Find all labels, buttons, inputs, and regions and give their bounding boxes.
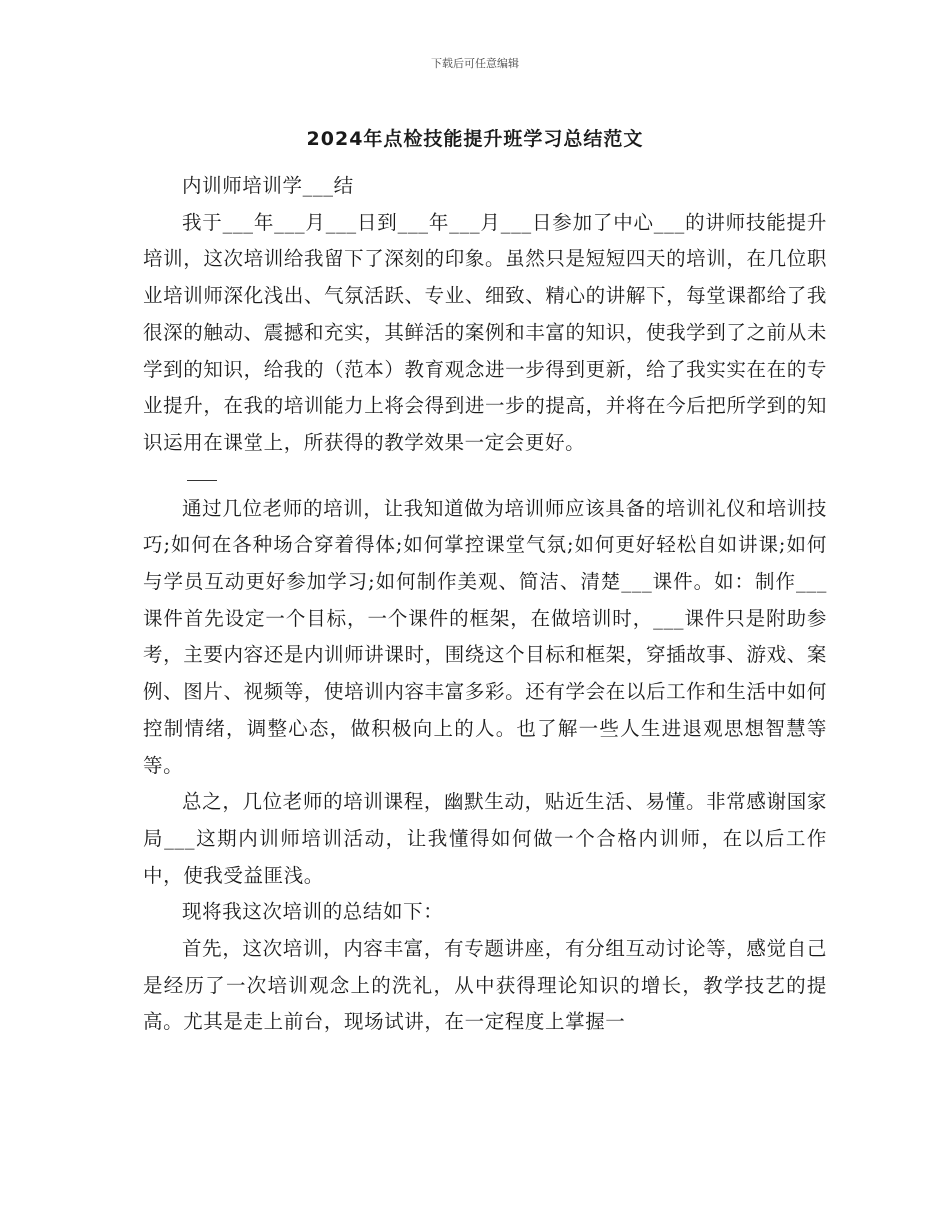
paragraph-skills: 通过几位老师的培训，让我知道做为培训师应该具备的培训礼仪和培训技巧;如何在各种场合穿着得体;如何掌控课堂气氛;如何更好轻松自如讲课;如何与学员互动更好参加学习;如何制作美观、简洁、清楚___课件。如：制作___课件首先设定一个目标，一个课件的框架，在做培训时，___课件只是附助参考，主要内容还是内训师讲课时，围绕这个目标和框架，穿插故事、游戏、案例、图片、视频等，使培训内容丰富多彩。还有学会在以后工作和生活中如何控制情绪，调整心态，做积极向上的人。也了解一些人生进退观思想智慧等等。 xyxy=(143,496,827,777)
page-header-note: 下载后可任意编辑 xyxy=(431,57,519,70)
document-title: 2024年点检技能提升班学习总结范文 xyxy=(306,128,644,150)
paragraph-intro: 我于___年___月___日到___年___月___日参加了中心___的讲师技能提升培训，这次培训给我留下了深刻的印象。虽然只是短短四天的培训，在几位职业培训师深化浅出、气氛活跃、专业、细致、精心的讲解下，每堂课都给了我很深的触动、震撼和充实，其鲜活的案例和丰富的知识，使我学到了之前从未学到的知识，给我的（范本）教育观念进一步得到更新，给了我实实在在的专业提升，在我的培训能力上将会得到进一步的提高，并将在今后把所学到的知识运用在课堂上，所获得的教学效果一定会更好。 xyxy=(143,210,827,454)
section-divider xyxy=(187,480,217,481)
paragraph-summary-intro: 现将我这次培训的总结如下： xyxy=(182,900,444,924)
document-body xyxy=(143,168,827,1041)
paragraph-subtitle: 内训师培训学___结 xyxy=(182,174,354,197)
paragraph-conclusion: 总之，几位老师的培训课程，幽默生动，贴近生活、易懂。非常感谢国家局___这期内训师培训活动，让我懂得如何做一个合格内训师，在以后工作中，使我受益匪浅。 xyxy=(143,790,827,887)
paragraph-first-point: 首先，这次培训，内容丰富，有专题讲座，有分组互动讨论等，感觉自己是经历了一次培训观念上的洗礼，从中获得理论知识的增长，教学技艺的提高。尤其是走上前台，现场试讲，在一定程度上掌握一 xyxy=(143,937,827,1034)
